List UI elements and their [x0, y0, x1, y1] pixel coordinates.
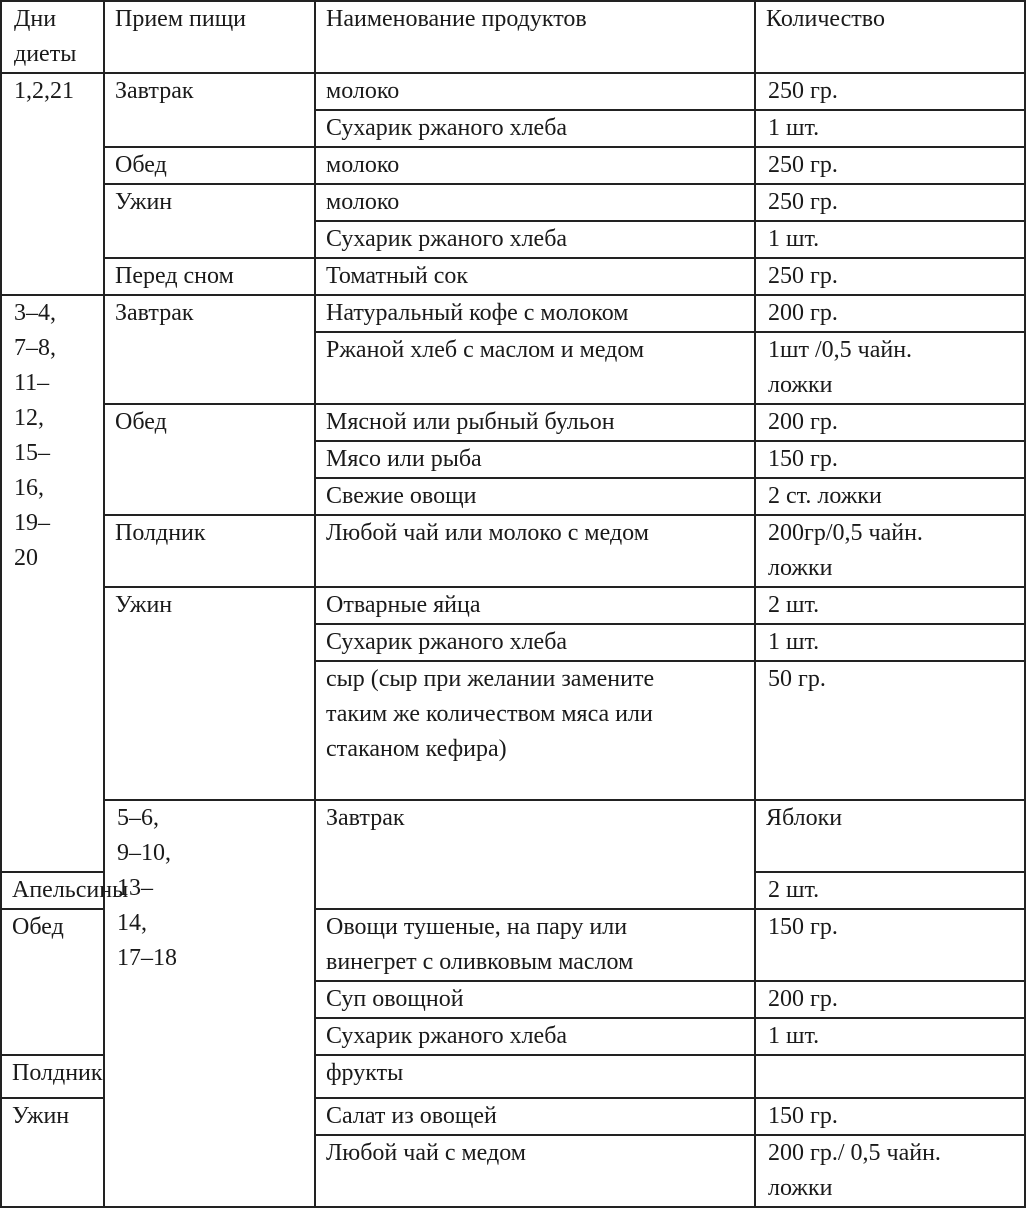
- amount-line: 150 гр.: [768, 1103, 838, 1129]
- days-line: 11–: [14, 370, 50, 396]
- amount-line: 2 шт.: [768, 877, 820, 903]
- product-line: фрукты: [326, 1060, 404, 1086]
- product-cell: [315, 624, 755, 661]
- product-line: Любой чай или молоко с медом: [326, 520, 649, 546]
- meal-cell: Обед: [104, 404, 315, 515]
- amount-line: 250 гр.: [768, 189, 838, 215]
- header-days: [1, 1, 104, 73]
- product-line: стаканом кефира): [326, 736, 507, 762]
- days-line: 16,: [14, 475, 44, 501]
- table-row: [1, 800, 1025, 872]
- amount-cell: [755, 295, 1025, 332]
- days-cell: [1, 73, 104, 295]
- product-line: Любой чай с медом: [326, 1140, 526, 1166]
- amount-cell: [755, 515, 1025, 587]
- table-row: [1, 184, 1025, 221]
- table-row: [1, 515, 1025, 587]
- product-cell: [755, 800, 1025, 872]
- amount-line: 1 шт.: [768, 226, 820, 252]
- product-cell: [315, 587, 755, 624]
- amount-line: 1 шт.: [768, 115, 820, 141]
- amount-line: ложки: [768, 555, 833, 581]
- amount-line: 200гр/0,5 чайн.: [768, 520, 923, 546]
- meal-cell: Ужин: [104, 587, 315, 800]
- product-line: винегрет с оливковым маслом: [326, 949, 634, 975]
- amount-cell: [755, 258, 1025, 295]
- amount-line: 250 гр.: [768, 152, 838, 178]
- days-line: 14,: [117, 910, 147, 936]
- days-cell: [1, 295, 104, 872]
- product-line: Томатный сок: [326, 263, 469, 289]
- amount-cell: [755, 981, 1025, 1018]
- product-line: Салат из овощей: [326, 1103, 497, 1129]
- meal-cell: Полдник: [1, 1055, 104, 1098]
- table-row: [1, 258, 1025, 295]
- amount-line: 250 гр.: [768, 78, 838, 104]
- amount-cell: [755, 110, 1025, 147]
- product-line: Овощи тушеные, на пару или: [326, 914, 628, 940]
- table-row: [1, 587, 1025, 624]
- days-line: 7–8,: [14, 335, 56, 361]
- product-line: молоко: [326, 189, 400, 215]
- header-days-line: Дни: [14, 6, 57, 32]
- product-line: молоко: [326, 78, 400, 104]
- product-line: Яблоки: [766, 805, 843, 831]
- product-cell: [315, 295, 755, 332]
- header-row: [1, 1, 1025, 73]
- product-line: сыр (сыр при желании замените: [326, 666, 655, 692]
- amount-cell: [755, 1098, 1025, 1135]
- amount-cell: [755, 661, 1025, 800]
- days-cell: [104, 800, 315, 1207]
- product-cell: [315, 332, 755, 404]
- product-line: Суп овощной: [326, 986, 464, 1012]
- amount-cell: [755, 478, 1025, 515]
- product-line: Свежие овощи: [326, 483, 477, 509]
- product-line: Натуральный кофе с молоком: [326, 300, 629, 326]
- meal-cell: Завтрак: [315, 800, 755, 909]
- amount-line: 200 гр.: [768, 300, 838, 326]
- days-line: 13–: [117, 875, 153, 901]
- amount-line: 2 ст. ложки: [768, 483, 882, 509]
- product-cell: [315, 1055, 755, 1098]
- product-cell: [315, 909, 755, 981]
- amount-line: ложки: [768, 1175, 833, 1201]
- days-line: 20: [14, 545, 38, 571]
- product-line: Сухарик ржаного хлеба: [326, 115, 568, 141]
- product-line: Апельсины: [12, 877, 129, 903]
- table-row: [1, 404, 1025, 441]
- amount-line: 1 шт.: [768, 1023, 820, 1049]
- product-cell: [315, 110, 755, 147]
- amount-cell: [755, 1018, 1025, 1055]
- amount-line: 200 гр./ 0,5 чайн.: [768, 1140, 941, 1166]
- days-line: 19–: [14, 510, 50, 536]
- meal-cell: Ужин: [1, 1098, 104, 1207]
- amount-cell: [755, 1135, 1025, 1207]
- meal-cell: Обед: [1, 909, 104, 1055]
- product-cell: [315, 1098, 755, 1135]
- amount-cell: [755, 1055, 1025, 1098]
- amount-cell: [755, 221, 1025, 258]
- table-row: [1, 147, 1025, 184]
- product-cell: [315, 478, 755, 515]
- product-line: Ржаной хлеб с маслом и медом: [326, 337, 645, 363]
- amount-cell: [755, 872, 1025, 909]
- product-cell: [315, 404, 755, 441]
- days-line: 1,2,21: [14, 78, 74, 104]
- product-cell: [315, 221, 755, 258]
- product-line: Сухарик ржаного хлеба: [326, 629, 568, 655]
- product-cell: [315, 1018, 755, 1055]
- product-cell: [315, 147, 755, 184]
- days-line: 17–18: [117, 945, 177, 971]
- product-line: Мясной или рыбный бульон: [326, 409, 615, 435]
- amount-cell: [755, 147, 1025, 184]
- product-line: Отварные яйца: [326, 592, 481, 618]
- amount-line: 200 гр.: [768, 409, 838, 435]
- product-line: Мясо или рыба: [326, 446, 482, 472]
- product-line: Сухарик ржаного хлеба: [326, 226, 568, 252]
- product-cell: [315, 981, 755, 1018]
- meal-cell: Завтрак: [104, 295, 315, 404]
- product-cell: [315, 515, 755, 587]
- amount-line: 2 шт.: [768, 592, 820, 618]
- amount-line: 250 гр.: [768, 263, 838, 289]
- meal-cell: Завтрак: [104, 73, 315, 147]
- product-cell: [315, 184, 755, 221]
- product-line: таким же количеством мяса или: [326, 701, 653, 727]
- days-line: 9–10,: [117, 840, 171, 866]
- amount-cell: [755, 184, 1025, 221]
- header-product: Наименование продуктов: [315, 1, 755, 73]
- header-days-line: диеты: [14, 41, 77, 67]
- header-meal: Прием пищи: [104, 1, 315, 73]
- header-amount: Количество: [755, 1, 1025, 73]
- amount-line: 150 гр.: [768, 914, 838, 940]
- product-cell: [315, 661, 755, 800]
- product-line: Сухарик ржаного хлеба: [326, 1023, 568, 1049]
- product-cell: [315, 258, 755, 295]
- table-row: [1, 295, 1025, 332]
- amount-cell: [755, 73, 1025, 110]
- table-row: [1, 73, 1025, 110]
- product-cell: [1, 872, 129, 909]
- amount-cell: [755, 332, 1025, 404]
- days-line: 5–6,: [117, 805, 159, 831]
- amount-line: 200 гр.: [768, 986, 838, 1012]
- amount-cell: [755, 624, 1025, 661]
- amount-cell: [755, 441, 1025, 478]
- meal-cell: Обед: [104, 147, 315, 184]
- amount-line: 1шт /0,5 чайн.: [768, 337, 913, 363]
- days-line: 15–: [14, 440, 50, 466]
- amount-cell: [755, 909, 1025, 981]
- product-cell: [315, 441, 755, 478]
- days-line: 12,: [14, 405, 44, 431]
- product-cell: [315, 1135, 755, 1207]
- meal-cell: Перед сном: [104, 258, 315, 295]
- amount-cell: [755, 587, 1025, 624]
- amount-cell: [755, 404, 1025, 441]
- days-line: 3–4,: [14, 300, 56, 326]
- product-line: молоко: [326, 152, 400, 178]
- meal-cell: Ужин: [104, 184, 315, 258]
- amount-line: 150 гр.: [768, 446, 838, 472]
- meal-cell: Полдник: [104, 515, 315, 587]
- amount-line: ложки: [768, 372, 833, 398]
- product-cell: [315, 73, 755, 110]
- amount-line: 50 гр.: [768, 666, 826, 692]
- amount-line: 1 шт.: [768, 629, 820, 655]
